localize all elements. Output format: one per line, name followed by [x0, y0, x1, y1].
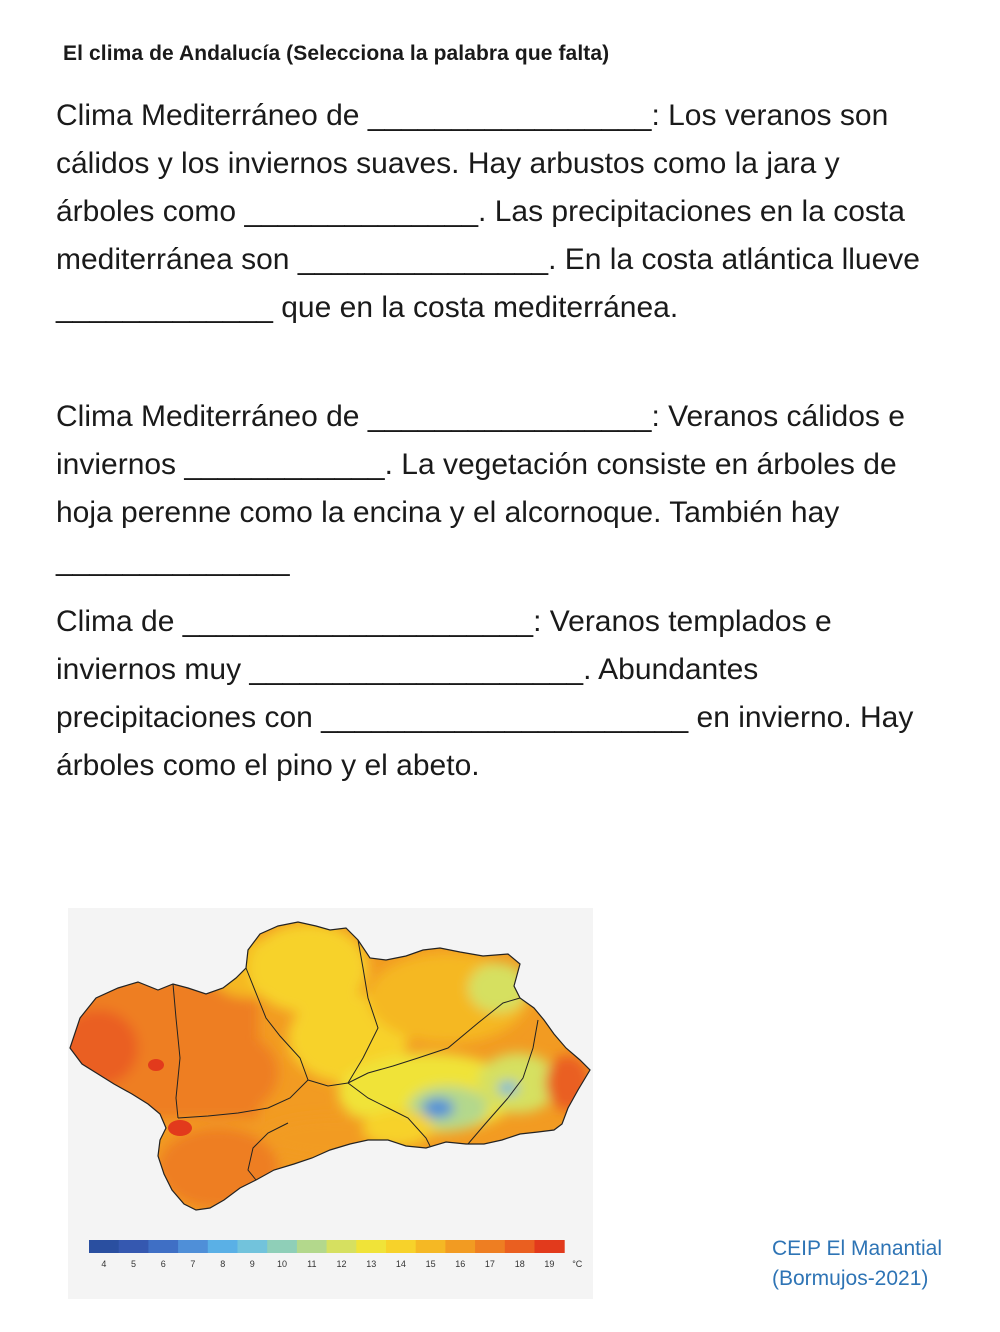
- legend-swatch: [119, 1240, 149, 1253]
- legend-swatch: [208, 1240, 238, 1253]
- text-segment: : Veranos cálidos e inviernos: [56, 400, 905, 481]
- legend-swatch: [327, 1240, 357, 1253]
- blank-3[interactable]: _______________: [297, 243, 549, 276]
- legend-labels: [101, 1259, 582, 1269]
- legend-label: 10: [276, 1259, 288, 1269]
- legend-label: 7: [190, 1259, 196, 1269]
- legend-label: 17: [484, 1259, 495, 1269]
- legend-label: 11: [307, 1259, 317, 1269]
- paragraph-montana: [56, 598, 936, 790]
- legend-swatch: [386, 1240, 416, 1253]
- blank-8[interactable]: _____________________: [182, 605, 534, 638]
- credit-place-year: (Bormujos-2021): [772, 1267, 929, 1290]
- text-segment: en invierno. Hay árboles como el pino y el abeto.: [56, 701, 914, 782]
- legend-swatch: [505, 1240, 535, 1253]
- legend-swatch: [356, 1240, 386, 1253]
- legend-label: 12: [336, 1259, 347, 1269]
- text-segment: . Abundantes precipitaciones con: [56, 653, 759, 734]
- text-segment: Clima Mediterráneo de: [56, 400, 368, 433]
- text-segment: . Las precipitaciones en la costa mediterránea son: [56, 195, 905, 276]
- page-title: El clima de Andalucía (Selecciona la palabra que falta): [63, 42, 610, 65]
- legend-label: 6: [160, 1259, 166, 1269]
- legend-swatches: [89, 1240, 565, 1253]
- legend-swatch: [238, 1240, 268, 1253]
- legend-label: 16: [455, 1259, 466, 1269]
- blank-1[interactable]: _________________: [367, 99, 652, 132]
- text-segment: que en la costa mediterránea.: [272, 291, 679, 324]
- text-segment: Clima de: [56, 605, 183, 638]
- legend-swatch: [178, 1240, 208, 1253]
- text-segment: . En la costa atlántica llueve: [548, 243, 920, 276]
- legend-swatch: [416, 1240, 446, 1253]
- blank-9[interactable]: ____________________: [249, 653, 584, 686]
- legend-swatch: [89, 1240, 119, 1253]
- legend-swatch: [267, 1240, 297, 1253]
- blank-6[interactable]: ____________: [184, 448, 385, 481]
- blank-5[interactable]: _________________: [367, 400, 652, 433]
- legend-label: 14: [395, 1259, 406, 1269]
- text-segment: : Los veranos son cálidos y los inviernos suaves. Hay arbustos como la jara y árboles como: [56, 99, 889, 228]
- credit-school: CEIP El Manantial: [772, 1237, 943, 1260]
- legend-label: 18: [514, 1259, 525, 1269]
- legend-swatch: [535, 1240, 565, 1253]
- paragraph-mediterraneo-costa: [56, 92, 936, 332]
- blank-2[interactable]: ______________: [244, 195, 479, 228]
- paragraph-mediterraneo-interior: [56, 393, 936, 585]
- legend-unit: °C: [572, 1259, 583, 1269]
- text-segment: . La vegetación consiste en árboles de hoja perenne como la encina y el alcornoque. También hay: [56, 448, 897, 529]
- blank-7[interactable]: ______________: [56, 544, 290, 577]
- legend-label: 8: [220, 1259, 226, 1269]
- legend-swatch: [475, 1240, 505, 1253]
- text-segment: : Veranos templados e inviernos muy: [56, 605, 832, 686]
- credit-block: [772, 1234, 942, 1294]
- legend-label: 9: [249, 1259, 255, 1269]
- legend-swatch: [148, 1240, 178, 1253]
- legend-swatch: [297, 1240, 327, 1253]
- legend-label: 5: [130, 1259, 137, 1269]
- temperature-map: [68, 908, 593, 1299]
- legend-label: 13: [366, 1259, 377, 1269]
- temperature-legend: [68, 1236, 593, 1296]
- legend-swatch: [445, 1240, 475, 1253]
- legend-label: 4: [101, 1259, 107, 1269]
- legend-label: 15: [425, 1259, 436, 1269]
- blank-4[interactable]: _____________: [56, 291, 273, 324]
- blank-10[interactable]: ______________________: [321, 701, 689, 734]
- legend-label: 19: [544, 1259, 555, 1269]
- text-segment: Clima Mediterráneo de: [56, 99, 368, 132]
